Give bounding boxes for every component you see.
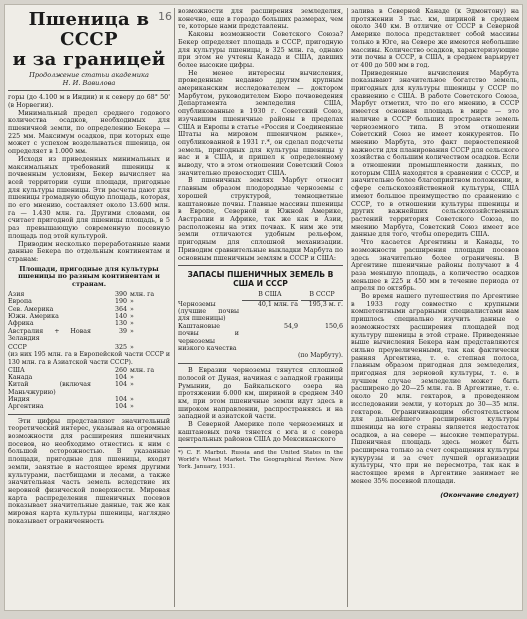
paragraph: Исходя из приведенных минимальных и максимальных требований пшеницы к почвенным условиям, Бекер вычисляет на всей территории суши площади, пригодные для культуры пшеницы. Эти расчеты дают для пшеницы громадную общую площадь, которая, по его мнению, составляет около 13.600 млн. га — 1.430 млн. га. Другими словами, он считает пригодной для пшеницы площадь, в 5 раз превышающую современную посевную площадь под этой культурой. (8, 154, 170, 240)
column-2 (178, 8, 343, 607)
table-cell-unit: млн. га (130, 291, 155, 299)
table-cell-name: Индия (8, 396, 30, 404)
table-row (8, 403, 170, 410)
title-divider (8, 90, 170, 91)
paragraph: Минимальный предел среднего годового количества осадков, необходимых для пшеничной земли, по определению Бекера — 225 мм. Максимум осадков, при которых еще может с успехом возделываться пшеница, он определяет в 1.000 мм. (8, 108, 170, 156)
table-cell-value: 130 (114, 320, 127, 328)
table-cell-value: 190 (114, 298, 127, 306)
paragraph: В Северной Америке поле черноземных и каштановых почв тянется с юга и с севера центральных районов США до Мексиканского (178, 420, 343, 444)
reserves-header-usa: В США (242, 291, 298, 300)
table-cell-unit: » (130, 327, 134, 335)
table-cell-name: Африка (8, 320, 34, 328)
paragraph: Приводим несколько переработанные нами данные Бекера по отдельным континентам и странам: (8, 239, 170, 263)
reserves-table-title: ЗАПАСЫ ПШЕНИЧНЫХ ЗЕМЕЛЬ В США И СССР (187, 270, 334, 289)
table-row (8, 313, 170, 320)
newspaper-page (4, 4, 523, 611)
table-cell-name: Азия (8, 291, 25, 299)
paragraph: Каковы возможности Советского Союза? Бекер определяет площадь в СССР, пригодную для культуры пшеницы, в 325 млн. га, однако при этом не учтены Канада и США, давших более высокие цифры. (178, 30, 343, 69)
paragraph: Приведенные вычисления Марбута показывают значительное богатство земель, пригодных для культуры пшеницы у СССР по сравнению с США. В работе Советского Союза, Марбут отметил, что по его мнению, в СССР имеется основная площадь в мире — это наличие в СССР больших пространств земель черноземного типа. В этом отношении Советский Союз не имеет конкурентов. По мнению Марбута, это факт первостепенной важности для планирования СССР для сельского хозяйства с большим количеством осадков. Если в отношении промышленности данных, по которым США находятся в сравнении с СССР, и значительно более благоприятном положении, в сфере сельскохозяйственной культуры, США имеют большое преимущество по сравнению с СССР, то в отношении культуры пшеницы и других важнейших сельскохозяйственных растений территория Советского Союза, по мнению Марбута, Советский Союз имеет все данные для того, чтобы опередить США. (351, 68, 519, 239)
ussr-note: (из них 195 млн. га в Европейской части СССР и 130 млн. га в Азиатской части СССР). (8, 351, 170, 367)
paragraph: В пшеничных землях Марбут относит главным образом плодородные черноземы с хорошей структурой, темноцветные каштановые почвы. Главные массивы пшеницы в Европе, Северной и Южной Америке, Австралии и Африке, так же как в Азии, расположены на этих почвах. К ним же эти земли отличаются удобным рельефом, пригодным для сплошной механизации. Приводим сравнительные выкладки Марбута по основным пшеничным землям в СССР и США: (178, 176, 343, 262)
table-row (8, 306, 170, 313)
table-row (8, 374, 170, 381)
article-title-line-2: и за границей (12, 49, 166, 70)
table-cell-unit: » (130, 298, 134, 306)
wheat-area-table (8, 291, 170, 351)
box-divider-top (178, 265, 343, 266)
table-cell-value: 104 (114, 396, 127, 404)
table-row (8, 367, 170, 374)
table-row (8, 298, 170, 305)
table-cell-value: 104 (114, 381, 127, 389)
reserves-table (178, 291, 343, 352)
table-cell-name: Аргентина (8, 403, 44, 411)
paragraph: Что касается Аргентины и Канады, то возможности расширения площади посевов здесь значительно более ограничены. В Аргентине пшеничные районы получают в 4 раза меньшую площадь, а количество осадков меньшее в 225 и 450 мм в течение периода от апреля по октябрь. (351, 238, 519, 293)
column-rule-1 (174, 8, 175, 607)
table-title: Площади, пригодные для культуры пшеницы по разным континентам и странам. (18, 264, 160, 289)
table-cell-name: СССР (8, 344, 27, 352)
handwritten-page-number: 16 (158, 10, 172, 23)
reserves-row-label: Каштановые почвы и черноземы низкого качества (178, 322, 239, 353)
table-cell-value: 325 (114, 344, 127, 352)
table-cell-value: 39 (118, 327, 127, 335)
reserves-source: (по Марбуту). (297, 352, 343, 360)
table-cell-unit: » (130, 344, 134, 352)
table-cell-unit: » (130, 312, 134, 320)
table-row (8, 381, 170, 396)
table-row (8, 342, 170, 351)
table-cell-name: Китай (включая Маньчжурию) (8, 381, 91, 396)
table-cell-name: Европа (8, 298, 32, 306)
paragraph: возможности для расширения земледелия, конечно, еще в гораздо больших размерах, чем те, которые нами представлены. (178, 8, 343, 31)
table-cell-unit: » (130, 381, 134, 389)
reserves-header-blank (178, 291, 239, 300)
table-cell-name: Сев. Америка (8, 305, 54, 313)
table-cell-unit: » (130, 374, 134, 382)
reserves-header-ussr: В СССР (301, 291, 343, 300)
continuation-note: (Окончание следует) (440, 490, 519, 499)
table-cell-value: 260 (114, 366, 127, 374)
reserves-row-usa: 40,1 млн. га (257, 300, 298, 308)
paragraph: Не менее интересны вычисления, проведенные недавно другим крупным американским исследователем — доктором Марбутом, руководителем Бюро почвоведения Департамента земледелия США, опубликованные в 1930 г. Советский Союз, изучавшим пшеничные районы в пределах США и Европы в статье «Россия и Соединенные Штаты на мировом пшеничном рынке», опубликованной в 1931 г.*, он сделал подсчеты земель, пригодных для культуры пшеницы у нас и в США, и пришел к определенному выводу, что в этом отношении Советский Союз значительно превосходит США. (178, 68, 343, 177)
column-1 (8, 8, 170, 607)
table-cell-unit: » (130, 396, 134, 404)
reserves-row-label: Черноземы (лучшие почвы для пшеницы) (178, 300, 239, 323)
paragraph: залива в Северной Канаде (к Эдмонтону) на протяжении 3 тыс. км, шириной в среднем около 340 км. В отличие от СССР в Северной Америке полоса представляет собой массивы только в Юге, на Севере же имеются небольшие массивы. Количество осадков, характеризующие эти почвы в СССР, в США, в среднем варьирует от 400 до 500 мм в год. (351, 8, 519, 69)
table-cell-value: 104 (114, 374, 127, 382)
reserves-row-ussr: 195,3 м. г. (308, 300, 343, 308)
table-cell-value: 104 (114, 403, 127, 411)
paragraph: горы (до 4.100 м в Индии) и к северу до 68° 50' (в Норвегии). (8, 93, 170, 109)
paragraph: В Евразии черноземы тянутся сплошной полосой от Дуная, начиная с западной границы Румынии, до Байкальского озера на протяжении 6.000 км, шириной в среднем 340 км, при этом пшеничные земли идут здесь в широком направлении, распространяясь и на западной и азиатской части. (178, 366, 343, 421)
table-cell-unit: » (130, 305, 134, 313)
reserves-row-ussr: 150,6 (324, 322, 343, 330)
reserves-row-usa: 54,9 (283, 322, 298, 330)
table-cell-name: Канада (8, 374, 33, 382)
table-row (8, 396, 170, 403)
table-cell-value: 390 (114, 291, 127, 299)
column-3 (351, 8, 519, 607)
article-title (8, 10, 170, 70)
column-rule-2 (347, 8, 348, 607)
paragraph: Эти цифры представляют значительный теоретический интерес, указывая на огромные возможности для расширения пшеничных посевов, но необходимо отнестись к ним с большой осторожностью. В указанные площади, пригодные для пшеницы, входят земли, занятые в настоящее время другими культурами, пастбищами и лесами, а также значительная часть земель вследствие их неровной физической поверхности. Мировая карта распределения пшеничных посевов показывает значительные данные, так же как мировая карта культуры пшеницы, наглядно показывает ограниченность (8, 416, 170, 525)
table-cell-name: США (8, 366, 25, 374)
box-divider-bottom (178, 363, 343, 364)
table-cell-value: 364 (114, 305, 127, 313)
table-cell-value: 140 (114, 312, 127, 320)
table-cell-name: Южн. Америка (8, 312, 59, 320)
wheat-area-countries-table (8, 367, 170, 411)
table-cell-unit: млн. га (130, 366, 155, 374)
article-author: Н. И. Вавилова (62, 78, 116, 87)
table-row (8, 328, 170, 343)
table-cell-name: Австралия + Новая Зеландия (8, 327, 91, 342)
article-subtitle-line-1: Продолжение статьи академика (29, 71, 149, 79)
paragraph: Во время нашего путешествия по Аргентине в 1933 году совместно с крупными компетентными аграрными специалистами нам пришлось специально изучить данные о возможностях расширения площадей под культуру пшеницы в этой стране. Приведенные выше вычисления Бекера нам представляются сильно преувеличенными, так как фактически ранняя Аргентина, т. е. степная полоса, главным образом пригодная для земледелия, пригодная для зерновой культуры, т. е. в лучшем случае земледелие может быть расширено до 20—25 млн. га. В Аргентине, т. е. около 20 млн. гектаров, в проведенном исследовании земли, у которых до 30—35 млн. гектаров. Ограничивающим обстоятельством для дальнейшего расширения культуры пшеницы на юге страны является недостаток осадков, а на севере — высокие температуры. Пшеничная площадь здесь может быть расширена только за счет сокращения культуры кукурузы и за счет лучшей организации культуры, что при не пересмотра, так как в настоящее время в Аргентине занимает не менее 35% посевной площади. (351, 292, 519, 485)
table-divider (8, 414, 170, 415)
table-cell-unit: » (130, 403, 134, 411)
table-cell-unit: » (130, 320, 134, 328)
footnote: *) C. F. Marbut. Russia and the United States in the World's Wheat Market. The Geographical Review. New York. January, 1931. (178, 447, 343, 470)
table-row (8, 291, 170, 298)
article-title-line-1: Пшеница в СССР (28, 9, 150, 50)
article-subtitle (8, 72, 170, 87)
table-row (8, 320, 170, 327)
